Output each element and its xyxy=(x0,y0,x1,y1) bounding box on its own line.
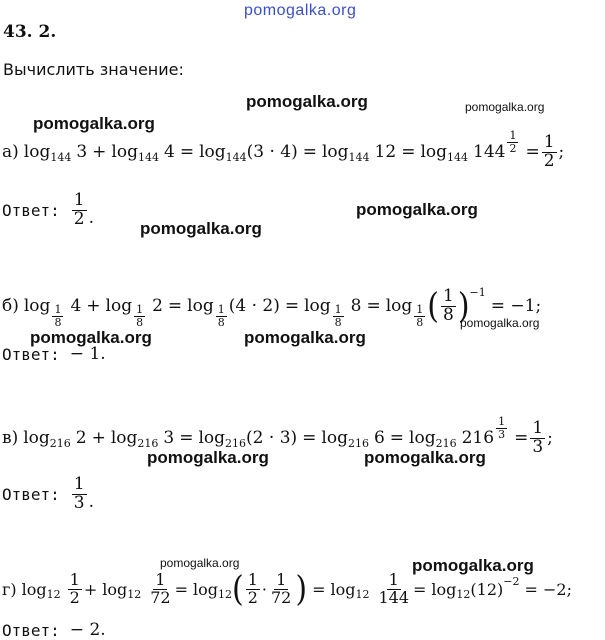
equation-a: а) log 144 3 + log 144 4 = log 144 (3 · 4) = log 144 12 = log 144 144 $\frac{1}{2}$ = $\frac{1}{2}$ ; xyxy=(2,128,565,171)
instruction: Вычислить значение: xyxy=(3,60,184,79)
equation-c: в) log 216 2 + log 216 3 = log 216 (2 · 3) = log 216 6 = log 216 216 $\frac{1}{3}$ = $\frac{1}{3}$ ; xyxy=(2,414,553,457)
watermark: pomogalka.org xyxy=(160,556,240,570)
watermark: pomogalka.org xyxy=(465,100,545,114)
watermark: pomogalka.org xyxy=(244,328,366,347)
answer-a: Ответ: $\frac{1}{2}$ . xyxy=(2,189,95,229)
watermark: pomogalka.org xyxy=(364,448,486,467)
answer-b: Ответ: − 1. xyxy=(2,344,106,364)
watermark: pomogalka.org xyxy=(30,328,152,347)
answer-d: Ответ: − 2. xyxy=(2,620,106,640)
watermark: pomogalka.org xyxy=(140,219,262,238)
watermark: pomogalka.org xyxy=(356,200,478,219)
watermark: pomogalka.org xyxy=(244,2,357,19)
equation-b: б) log $\frac{1}{8}$ 4 + log $\frac{1}{8}$ 2 = log $\frac{1}{8}$ (4 · 2) = log $\frac{1}{8}$ 8 = log $\frac{1}{8}$ ( $\frac{1}{8}$ ) −1 = −1; xyxy=(2,285,542,329)
watermark: pomogalka.org xyxy=(33,114,155,133)
watermark: pomogalka.org xyxy=(412,556,534,575)
watermark: pomogalka.org xyxy=(246,92,368,111)
problem-number: 43. 2. xyxy=(3,22,57,42)
watermark: pomogalka.org xyxy=(460,316,540,330)
watermark: pomogalka.org xyxy=(147,448,269,467)
equation-d: г) log 12 $\frac{1}{2}$ + log 12 $\frac{1}{72}$ = log 12 ( $\frac{1}{2}$ · $\frac{1}{72}$ ) = log 12 $\frac{1}{144}$ = log 12 (12) −2 = −2; xyxy=(2,568,572,610)
answer-c: Ответ: $\frac{1}{3}$ . xyxy=(2,473,95,513)
